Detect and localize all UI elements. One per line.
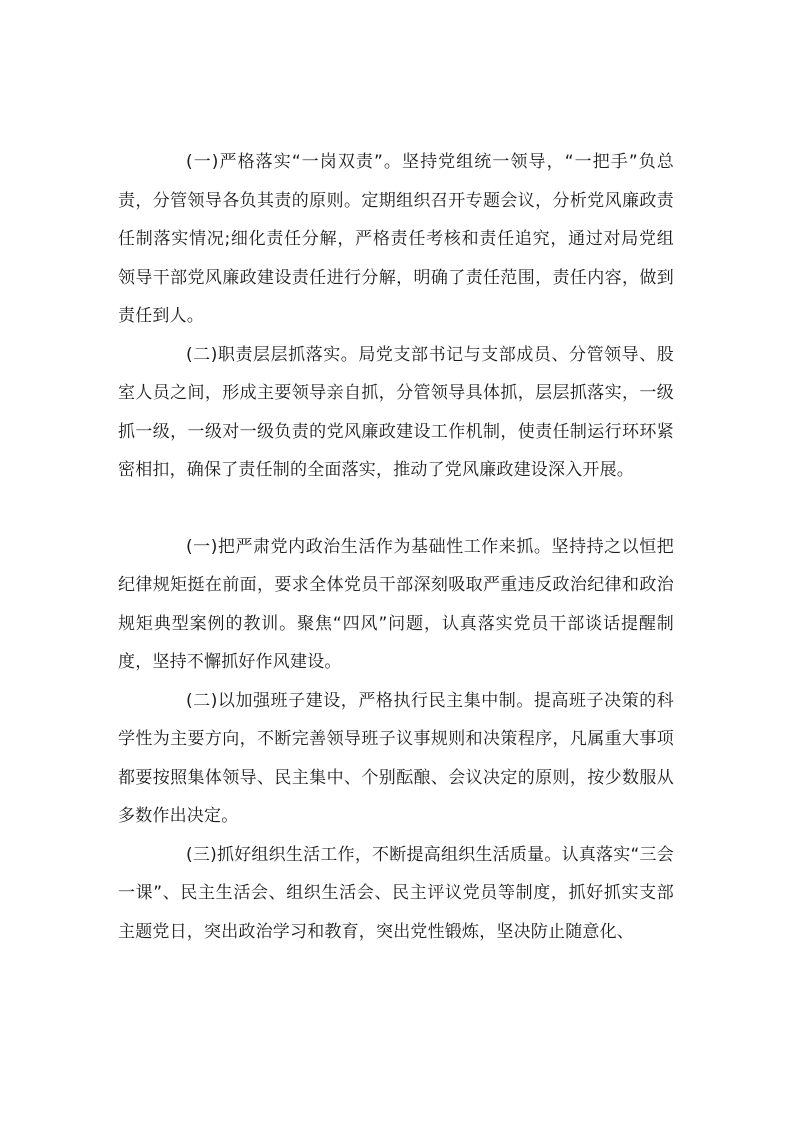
paragraph-1-strict-dual-responsibility: (一)严格落实“一岗双责”。坚持党组统一领导，“一把手”负总责，分管领导各负其责的原则。定期组织召开专题会议，分析党风廉政责任制落实情况;细化责任分解，严格责任考核和责任追究，通过对局党组领导干部党风廉政建设责任进行分解，明确了责任范围，责任内容，做到责任到人。 [118, 152, 674, 326]
document-body [118, 143, 674, 951]
section-spacer [118, 490, 674, 528]
paragraph-4-team-building: (二)以加强班子建设，严格执行民主集中制。提高班子决策的科学性为主要方向，不断完善领导班子议事规则和决策程序，凡属重大事项都要按照集体领导、民主集中、个别酝酿、会议决定的原则，按少数服从多数作出决定。 [118, 690, 674, 826]
paragraph-2-layered-responsibility: (二)职责层层抓落实。局党支部书记与支部成员、分管领导、股室人员之间，形成主要领导亲自抓，分管领导具体抓，层层抓落实，一级抓一级，一级对一级负责的党风廉政建设工作机制，使责任制运行环环紧密相扣，确保了责任制的全面落实，推动了党风廉政建设深入开展。 [118, 344, 674, 480]
paragraph-3-political-life: (一)把严肃党内政治生活作为基础性工作来抓。坚持持之以恒把纪律规矩挺在前面，要求全体党员干部深刻吸取严重违反政治纪律和政治规矩典型案例的教训。聚焦“四风”问题，认真落实党员干部谈话提醒制度，坚持不懈抓好作风建设。 [118, 536, 674, 672]
paragraph-5-organizational-life: (三)抓好组织生活工作，不断提高组织生活质量。认真落实“三会一课”、民主生活会、组织生活会、民主评议党员等制度，抓好抓实支部主题党日，突出政治学习和教育，突出党性锻炼，坚决防止随意化、 [118, 844, 674, 942]
